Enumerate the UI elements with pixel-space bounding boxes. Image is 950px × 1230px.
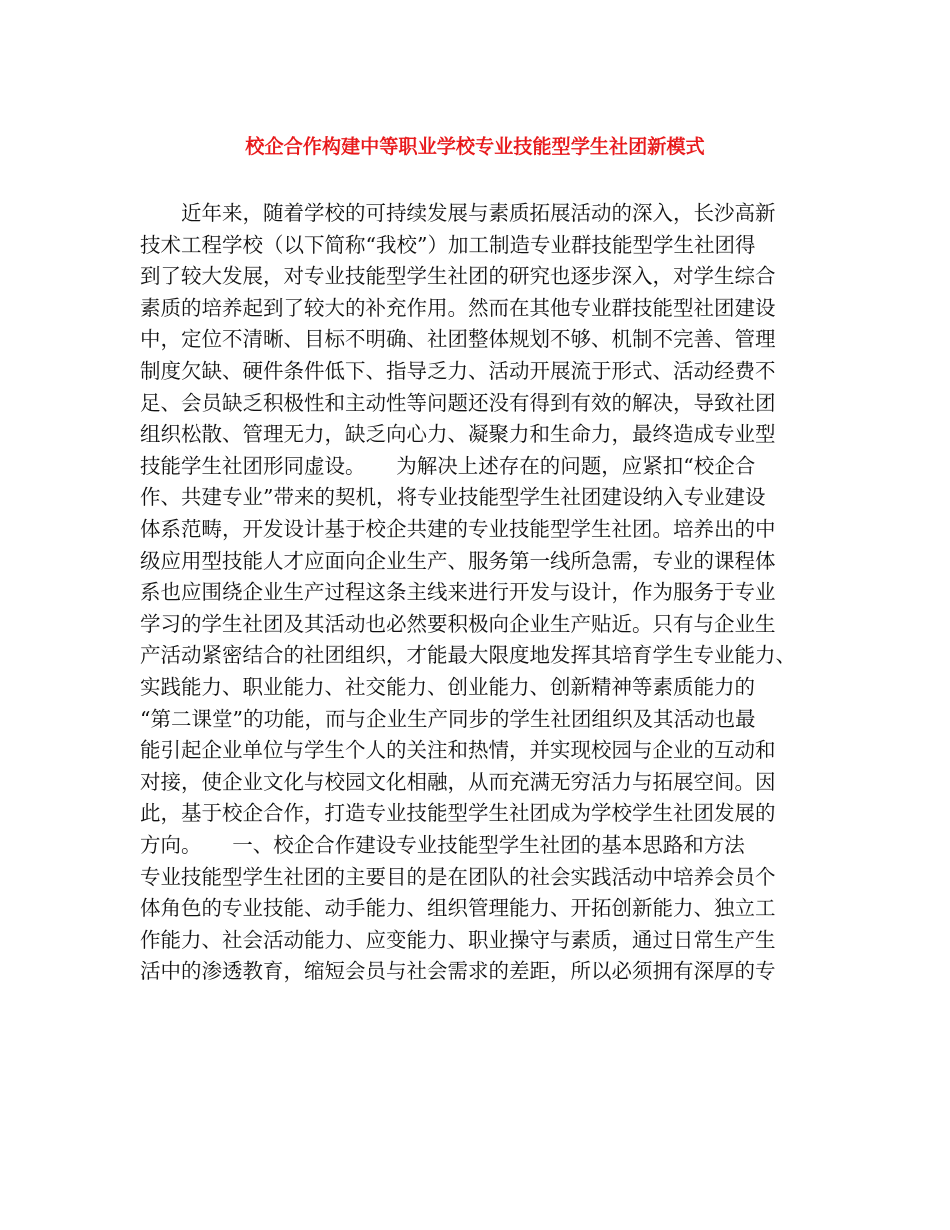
body-line: 中，定位不清晰、目标不明确、社团整体规划不够、机制不完善、管理	[140, 327, 776, 352]
body-line: 技术工程学校（以下简称“我校”）加工制造专业群技能型学生社团得	[140, 232, 756, 257]
body-line: 素质的培养起到了较大的补充作用。然而在其他专业群技能型社团建设	[140, 295, 776, 320]
body-line: 级应用型技能人才应面向企业生产、服务第一线所急需，专业的课程体	[140, 548, 776, 573]
body-line: 对接，使企业文化与校园文化相融，从而充满无穷活力与拓展空间。因	[140, 769, 776, 794]
body-line: 实践能力、职业能力、社交能力、创业能力、创新精神等素质能力的	[140, 675, 755, 699]
body-line: 制度欠缺、硬件条件低下、指导乏力、活动开展流于形式、活动经费不	[140, 359, 776, 383]
body-line: 到了较大发展，对专业技能型学生社团的研究也逐步深入，对学生综合	[140, 264, 776, 289]
body-line: 体角色的专业技能、动手能力、组织管理能力、开拓创新能力、独立工	[140, 896, 776, 921]
body-line: 足、会员缺乏积极性和主动性等问题还没有得到有效的解决，导致社团	[140, 390, 776, 415]
body-line: 方向。 一、校企合作建设专业技能型学生社团的基本思路和方法	[140, 833, 745, 857]
body-line: “第二课堂”的功能，而与企业生产同步的学生社团组织及其活动也最	[140, 706, 756, 731]
body-line: 活中的渗透教育，缩短会员与社会需求的差距，所以必须拥有深厚的专	[140, 959, 776, 984]
body-line: 技能学生社团形同虚设。 为解决上述存在的问题，应紧扣“校企合	[140, 453, 756, 478]
body-line: 产活动紧密结合的社团组织，才能最大限度地发挥其培育学生专业能力、	[140, 643, 796, 668]
body-line: 系也应围绕企业生产过程这条主线来进行开发与设计，作为服务于专业	[140, 580, 776, 605]
body-line: 组织松散、管理无力，缺乏向心力、凝聚力和生命力，最终造成专业型	[140, 422, 776, 447]
page-title: 校企合作构建中等职业学校专业技能型学生社团新模式	[245, 135, 705, 158]
body-line: 近年来，随着学校的可持续发展与素质拓展活动的深入，长沙高新	[140, 201, 776, 225]
body-line: 学习的学生社团及其活动也必然要积极向企业生产贴近。只有与企业生	[140, 611, 776, 636]
body-line: 作能力、社会活动能力、应变能力、职业操守与素质，通过日常生产生	[140, 927, 776, 952]
body-line: 专业技能型学生社团的主要目的是在团队的社会实践活动中培养会员个	[140, 864, 776, 889]
body-line: 作、共建专业”带来的契机，将专业技能型学生社团建设纳入专业建设	[140, 485, 766, 510]
body-line: 此，基于校企合作，打造专业技能型学生社团成为学校学生社团发展的	[140, 801, 776, 826]
body-line: 体系范畴，开发设计基于校企共建的专业技能型学生社团。培养出的中	[140, 517, 776, 541]
body-line: 能引起企业单位与学生个人的关注和热情，并实现校园与企业的互动和	[140, 738, 776, 763]
